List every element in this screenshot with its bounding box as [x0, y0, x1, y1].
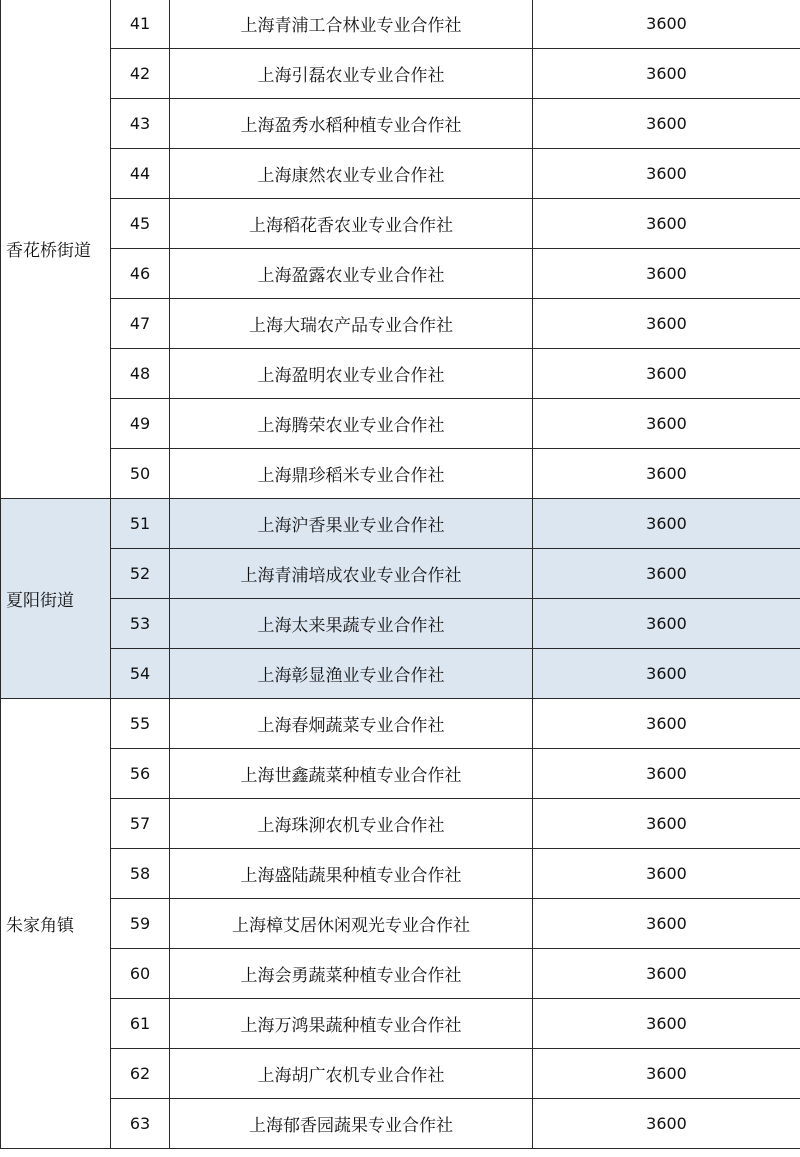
- row-number-cell: 41: [111, 0, 170, 49]
- table-row: [1, 1049, 800, 1099]
- amount-cell: 3600: [533, 1049, 800, 1099]
- amount-cell: 3600: [533, 949, 800, 999]
- table-body: [1, 0, 800, 1149]
- cooperative-name-cell: 上海会勇蔬菜种植专业合作社: [170, 949, 533, 999]
- amount-cell: 3600: [533, 599, 800, 649]
- cooperative-name-cell: 上海盈露农业专业合作社: [170, 249, 533, 299]
- amount-cell: 3600: [533, 799, 800, 849]
- row-number-cell: 55: [111, 699, 170, 749]
- cooperative-name-cell: 上海盈秀水稻种植专业合作社: [170, 99, 533, 149]
- amount-cell: 3600: [533, 149, 800, 199]
- cooperative-name-cell: 上海胡广农机专业合作社: [170, 1049, 533, 1099]
- cooperative-name-cell: 上海稻花香农业专业合作社: [170, 199, 533, 249]
- table-row: [1, 649, 800, 699]
- amount-cell: 3600: [533, 399, 800, 449]
- row-number-cell: 49: [111, 399, 170, 449]
- amount-cell: 3600: [533, 549, 800, 599]
- amount-cell: 3600: [533, 0, 800, 49]
- row-number-cell: 54: [111, 649, 170, 699]
- table-row: [1, 299, 800, 349]
- table-row: [1, 449, 800, 499]
- row-number-cell: 56: [111, 749, 170, 799]
- amount-cell: 3600: [533, 49, 800, 99]
- table-row: [1, 99, 800, 149]
- row-number-cell: 57: [111, 799, 170, 849]
- amount-cell: 3600: [533, 899, 800, 949]
- table-row: [1, 799, 800, 849]
- cooperative-name-cell: 上海春炯蔬菜专业合作社: [170, 699, 533, 749]
- cooperative-name-cell: 上海引磊农业专业合作社: [170, 49, 533, 99]
- table-row: [1, 499, 800, 549]
- row-number-cell: 43: [111, 99, 170, 149]
- row-number-cell: 44: [111, 149, 170, 199]
- region-cell: 香花桥街道: [1, 0, 111, 499]
- row-number-cell: 42: [111, 49, 170, 99]
- amount-cell: 3600: [533, 999, 800, 1049]
- row-number-cell: 52: [111, 549, 170, 599]
- cooperative-name-cell: 上海青浦工合林业专业合作社: [170, 0, 533, 49]
- cooperative-name-cell: 上海太来果蔬专业合作社: [170, 599, 533, 649]
- amount-cell: 3600: [533, 849, 800, 899]
- cooperative-name-cell: 上海珠泖农机专业合作社: [170, 799, 533, 849]
- row-number-cell: 46: [111, 249, 170, 299]
- table-row: [1, 599, 800, 649]
- row-number-cell: 60: [111, 949, 170, 999]
- cooperative-name-cell: 上海盛陆蔬果种植专业合作社: [170, 849, 533, 899]
- cooperative-name-cell: 上海樟艾居休闲观光专业合作社: [170, 899, 533, 949]
- amount-cell: 3600: [533, 749, 800, 799]
- row-number-cell: 58: [111, 849, 170, 899]
- cooperative-name-cell: 上海青浦培成农业专业合作社: [170, 549, 533, 599]
- table-row: [1, 749, 800, 799]
- table-row: [1, 49, 800, 99]
- cooperative-name-cell: 上海沪香果业专业合作社: [170, 499, 533, 549]
- amount-cell: 3600: [533, 199, 800, 249]
- cooperative-name-cell: 上海郁香园蔬果专业合作社: [170, 1099, 533, 1149]
- row-number-cell: 51: [111, 499, 170, 549]
- row-number-cell: 59: [111, 899, 170, 949]
- row-number-cell: 50: [111, 449, 170, 499]
- amount-cell: 3600: [533, 1099, 800, 1149]
- table-row: [1, 349, 800, 399]
- table-row: [1, 0, 800, 49]
- cooperative-name-cell: 上海大瑞农产品专业合作社: [170, 299, 533, 349]
- region-cell: 朱家角镇: [1, 699, 111, 1149]
- table-row: [1, 899, 800, 949]
- cooperative-name-cell: 上海腾荣农业专业合作社: [170, 399, 533, 449]
- row-number-cell: 45: [111, 199, 170, 249]
- amount-cell: 3600: [533, 649, 800, 699]
- table-row: [1, 199, 800, 249]
- amount-cell: 3600: [533, 249, 800, 299]
- amount-cell: 3600: [533, 349, 800, 399]
- cooperative-name-cell: 上海盈明农业专业合作社: [170, 349, 533, 399]
- row-number-cell: 53: [111, 599, 170, 649]
- table-row: [1, 949, 800, 999]
- table-row: [1, 399, 800, 449]
- table-row: [1, 699, 800, 749]
- row-number-cell: 61: [111, 999, 170, 1049]
- amount-cell: 3600: [533, 699, 800, 749]
- amount-cell: 3600: [533, 299, 800, 349]
- table-row: [1, 999, 800, 1049]
- cooperative-name-cell: 上海世鑫蔬菜种植专业合作社: [170, 749, 533, 799]
- amount-cell: 3600: [533, 449, 800, 499]
- table-row: [1, 249, 800, 299]
- table-row: [1, 1099, 800, 1149]
- table-row: [1, 149, 800, 199]
- table-row: [1, 549, 800, 599]
- cooperative-name-cell: 上海康然农业专业合作社: [170, 149, 533, 199]
- amount-cell: 3600: [533, 99, 800, 149]
- row-number-cell: 48: [111, 349, 170, 399]
- region-cell: 夏阳街道: [1, 499, 111, 699]
- cooperative-name-cell: 上海彰显渔业专业合作社: [170, 649, 533, 699]
- amount-cell: 3600: [533, 499, 800, 549]
- table-row: [1, 849, 800, 899]
- cooperative-name-cell: 上海鼎珍稻米专业合作社: [170, 449, 533, 499]
- cooperative-name-cell: 上海万鸿果蔬种植专业合作社: [170, 999, 533, 1049]
- row-number-cell: 62: [111, 1049, 170, 1099]
- row-number-cell: 63: [111, 1099, 170, 1149]
- row-number-cell: 47: [111, 299, 170, 349]
